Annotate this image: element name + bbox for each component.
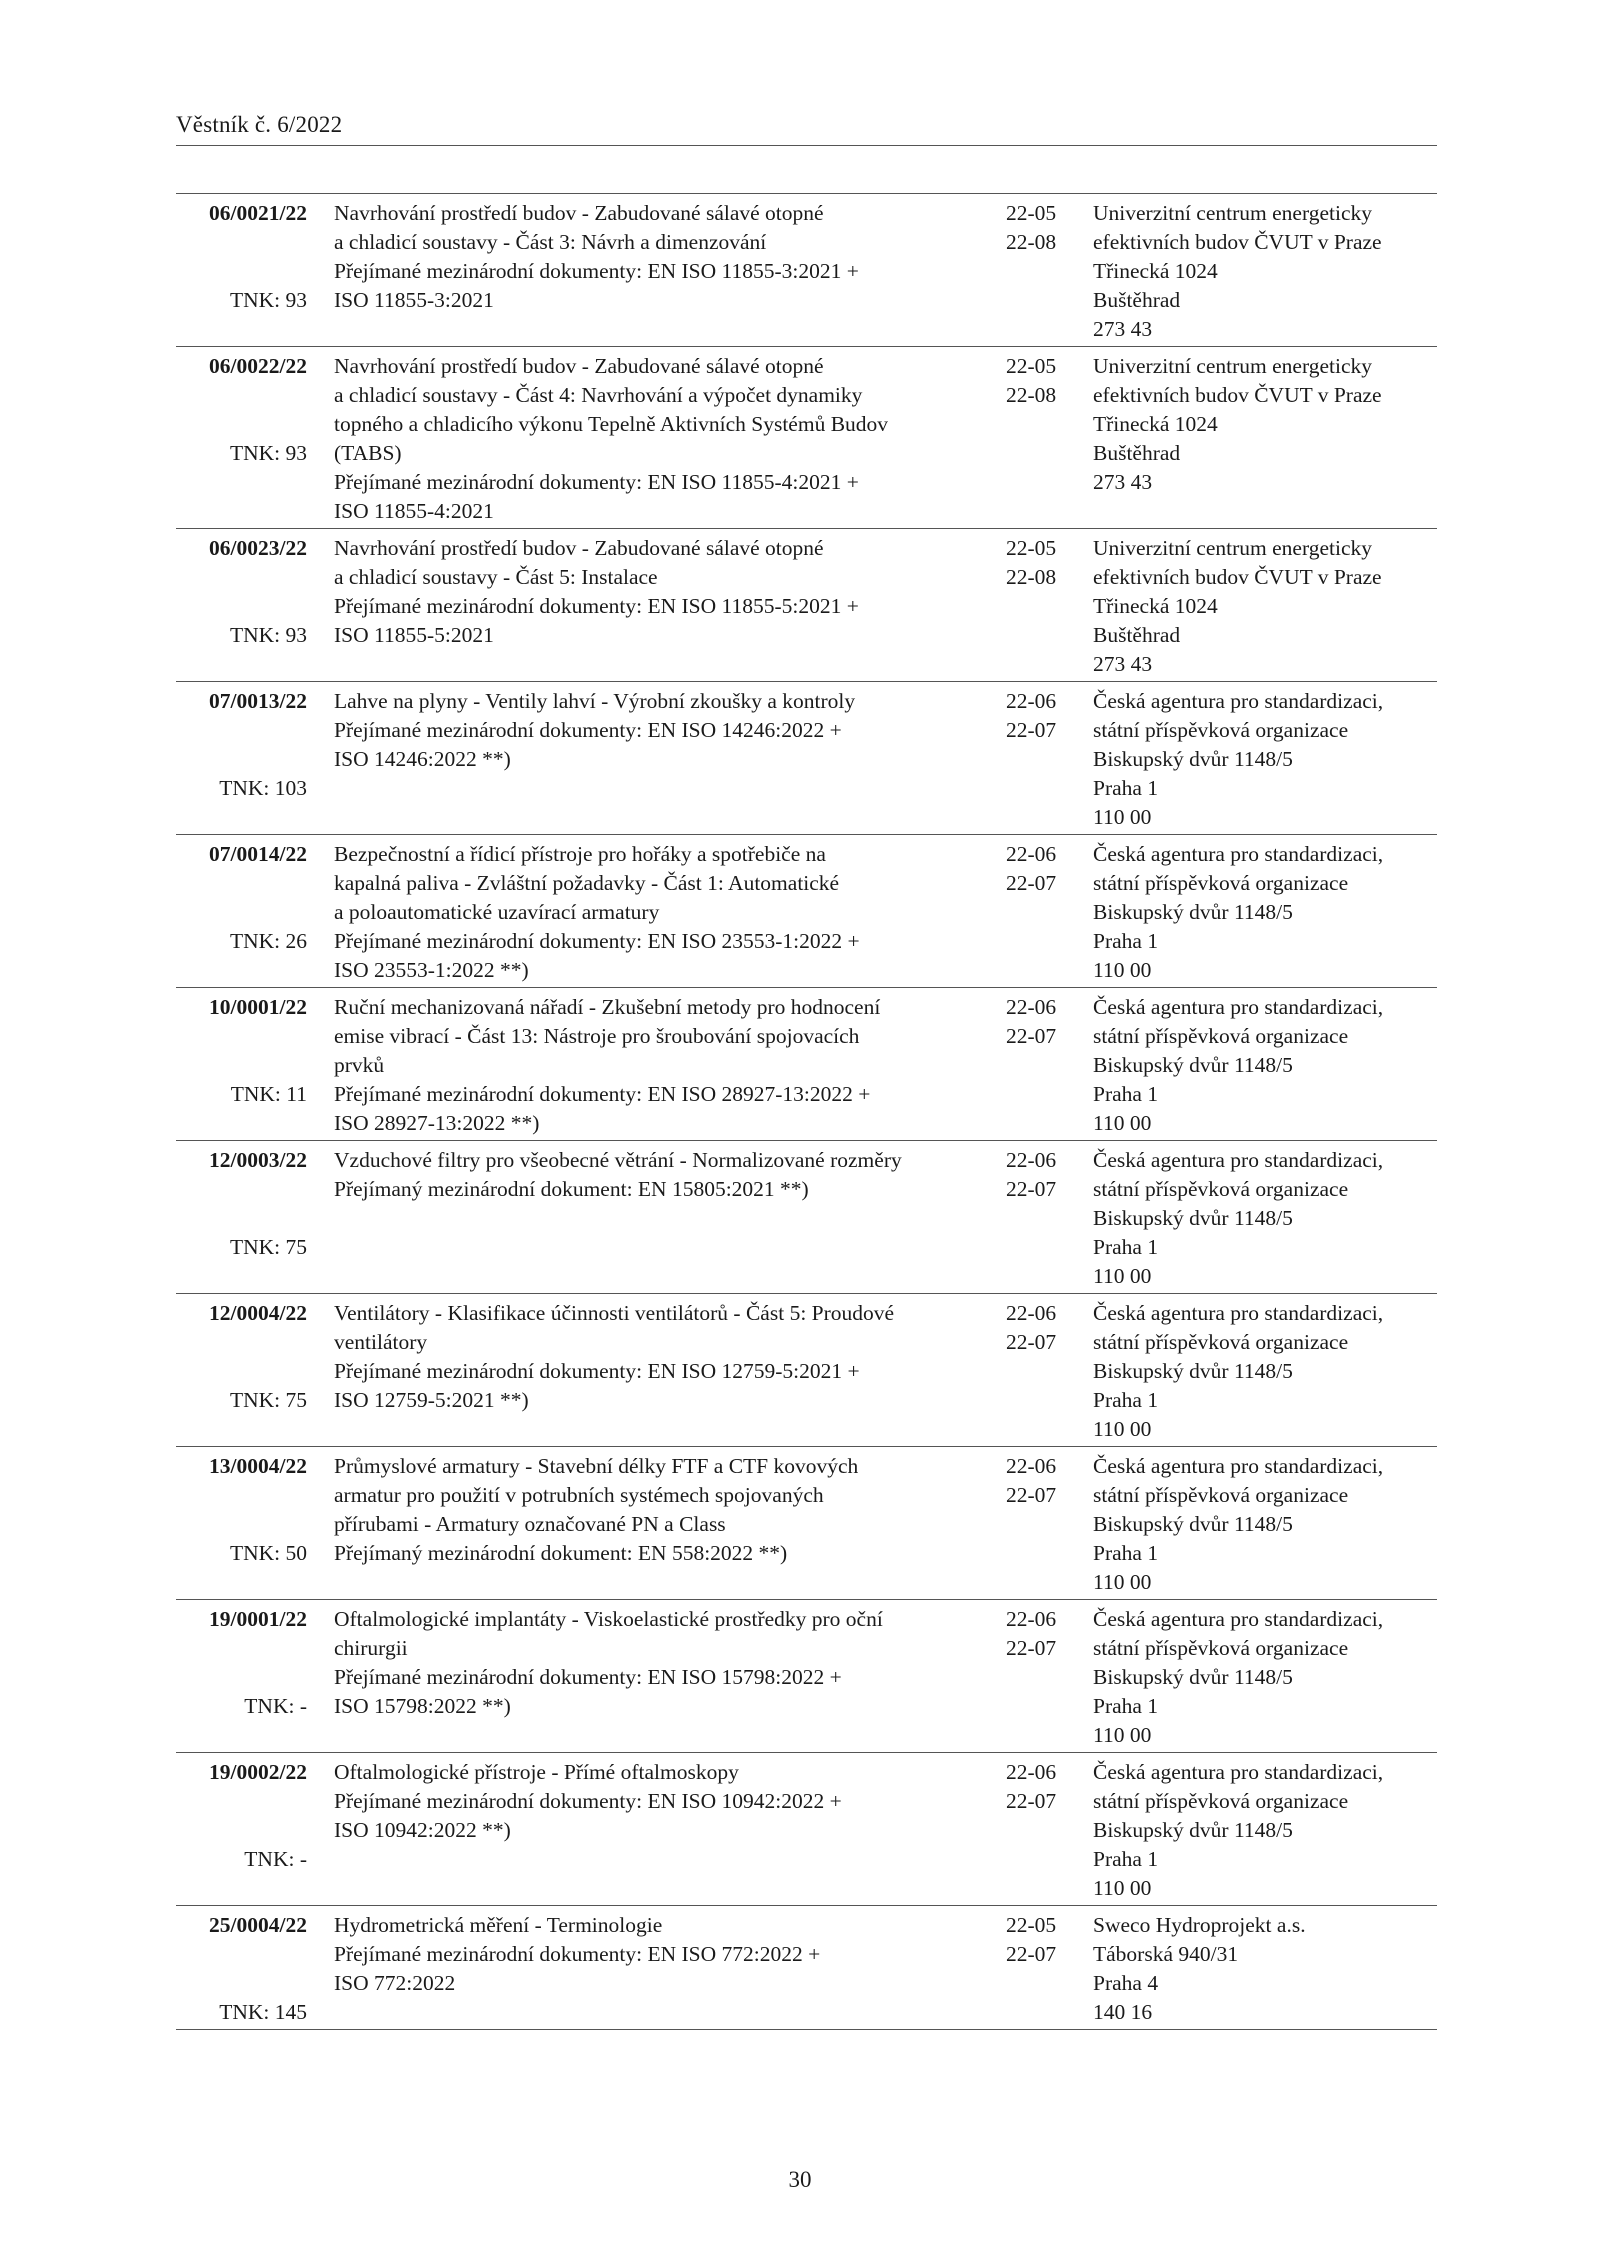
record-title-line: ventilátory (334, 1330, 428, 1354)
record-address-line: Česká agentura pro standardizaci, (1093, 1301, 1384, 1325)
record-title-line: ISO 12759-5:2021 **) (334, 1388, 529, 1412)
record-date: 22-06 (1006, 1148, 1057, 1172)
record-tnk: TNK: 75 (229, 1388, 307, 1412)
record-row (176, 1753, 1437, 1906)
record-tnk: TNK: 93 (229, 441, 307, 465)
record-address-line: 273 43 (1093, 317, 1153, 341)
record-code: 12/0003/22 (209, 1148, 307, 1172)
record-title-line: Přejímané mezinárodní dokumenty: EN ISO 772:2022 + (334, 1942, 821, 1966)
record-address (1093, 1452, 1437, 1597)
record-date: 22-07 (1006, 1024, 1057, 1048)
record-tnk: TNK: 26 (229, 929, 307, 953)
record-address-line: Biskupský dvůr 1148/5 (1093, 1053, 1293, 1077)
record-address-line: Praha 1 (1093, 1388, 1159, 1412)
record-code-column (176, 534, 307, 679)
record-address-line: Buštěhrad (1093, 623, 1181, 647)
record-title-line: Ventilátory - Klasifikace účinnosti ventilátorů - Část 5: Proudové (334, 1301, 895, 1325)
record-code: 19/0001/22 (209, 1607, 307, 1631)
record-dates (1006, 352, 1066, 526)
record-code-column (176, 1605, 307, 1750)
record-code: 07/0014/22 (209, 842, 307, 866)
record-title-line: Ruční mechanizovaná nářadí - Zkušební metody pro hodnocení (334, 995, 881, 1019)
record-address-line: Česká agentura pro standardizaci, (1093, 1148, 1384, 1172)
record-address-line: Praha 1 (1093, 776, 1159, 800)
record-title-line: Přejímané mezinárodní dokumenty: EN ISO 10942:2022 + (334, 1789, 842, 1813)
record-title-line: ISO 11855-3:2021 (334, 288, 494, 312)
record-code: 25/0004/22 (209, 1913, 307, 1937)
record-address-line: Třinecká 1024 (1093, 259, 1218, 283)
record-address (1093, 993, 1437, 1138)
record-address-line: Univerzitní centrum energeticky (1093, 201, 1372, 225)
record-address-line: Táborská 940/31 (1093, 1942, 1239, 1966)
record-date: 22-07 (1006, 1942, 1057, 1966)
record-address-line: Biskupský dvůr 1148/5 (1093, 1359, 1293, 1383)
record-tnk: TNK: 93 (229, 288, 307, 312)
record-address-line: 140 16 (1093, 2000, 1153, 2024)
record-tnk: TNK: - (244, 1847, 307, 1871)
record-tnk: TNK: 75 (229, 1235, 307, 1259)
record-address (1093, 687, 1437, 832)
record-address (1093, 352, 1437, 526)
record-address-line: Praha 1 (1093, 1541, 1159, 1565)
record-dates (1006, 1911, 1066, 2027)
record-date: 22-05 (1006, 354, 1057, 378)
record-row (176, 1141, 1437, 1294)
record-tnk: TNK: 93 (229, 623, 307, 647)
record-date: 22-05 (1006, 536, 1057, 560)
record-title-line: Oftalmologické implantáty - Viskoelastické prostředky pro oční (334, 1607, 883, 1631)
record-address-line: 110 00 (1093, 958, 1152, 982)
record-address (1093, 840, 1437, 985)
record-code-column (176, 352, 307, 526)
record-address-line: Biskupský dvůr 1148/5 (1093, 1818, 1293, 1842)
header-rule (176, 145, 1437, 146)
record-date: 22-07 (1006, 1330, 1057, 1354)
record-row (176, 347, 1437, 529)
record-address-line: státní příspěvková organizace (1093, 718, 1349, 742)
record-title (334, 1911, 974, 2027)
record-code-column (176, 840, 307, 985)
record-address-line: Česká agentura pro standardizaci, (1093, 1454, 1384, 1478)
record-row (176, 682, 1437, 835)
record-date: 22-07 (1006, 718, 1057, 742)
record-title-line: (TABS) (334, 441, 402, 465)
record-date: 22-06 (1006, 1760, 1057, 1784)
record-title-line: chirurgii (334, 1636, 408, 1660)
record-address-line: Praha 4 (1093, 1971, 1159, 1995)
record-address-line: Česká agentura pro standardizaci, (1093, 1607, 1384, 1631)
record-address-line: Česká agentura pro standardizaci, (1093, 689, 1384, 713)
record-title-line: ISO 11855-4:2021 (334, 499, 494, 523)
record-address-line: státní příspěvková organizace (1093, 1636, 1349, 1660)
record-row (176, 1906, 1437, 2030)
record-date: 22-06 (1006, 842, 1057, 866)
record-tnk: TNK: 145 (219, 2000, 307, 2024)
record-code: 07/0013/22 (209, 689, 307, 713)
record-title-line: Přejímané mezinárodní dokumenty: EN ISO 11855-4:2021 + (334, 470, 859, 494)
record-code: 06/0022/22 (209, 354, 307, 378)
record-title-line: Vzduchové filtry pro všeobecné větrání - Normalizované rozměry (334, 1148, 902, 1172)
record-title-line: Přejímané mezinárodní dokumenty: EN ISO 15798:2022 + (334, 1665, 842, 1689)
record-address-line: 273 43 (1093, 470, 1153, 494)
record-date: 22-08 (1006, 230, 1057, 254)
record-code-column (176, 1146, 307, 1291)
record-title-line: Hydrometrická měření - Terminologie (334, 1913, 663, 1937)
record-dates (1006, 1299, 1066, 1444)
record-address-line: 110 00 (1093, 1111, 1152, 1135)
record-date: 22-08 (1006, 383, 1057, 407)
record-address-line: Sweco Hydroprojekt a.s. (1093, 1913, 1306, 1937)
page-number: 30 (788, 2167, 812, 2192)
record-date: 22-07 (1006, 871, 1057, 895)
record-title-line: Přejímaný mezinárodní dokument: EN 15805:2021 **) (334, 1177, 809, 1201)
record-tnk: TNK: - (244, 1694, 307, 1718)
record-dates (1006, 1605, 1066, 1750)
record-code: 12/0004/22 (209, 1301, 307, 1325)
record-date: 22-07 (1006, 1177, 1057, 1201)
record-row (176, 1600, 1437, 1753)
record-address-line: Biskupský dvůr 1148/5 (1093, 1206, 1293, 1230)
record-title-line: prvků (334, 1053, 385, 1077)
record-title-line: Přejímané mezinárodní dokumenty: EN ISO 28927-13:2022 + (334, 1082, 871, 1106)
record-title-line: a chladicí soustavy - Část 3: Návrh a dimenzování (334, 230, 767, 254)
record-address-line: Praha 1 (1093, 1235, 1159, 1259)
record-address-line: 110 00 (1093, 1417, 1152, 1441)
record-title-line: Přejímané mezinárodní dokumenty: EN ISO 23553-1:2022 + (334, 929, 860, 953)
record-address-line: efektivních budov ČVUT v Praze (1093, 383, 1382, 407)
record-dates (1006, 534, 1066, 679)
record-address-line: Třinecká 1024 (1093, 594, 1218, 618)
record-title-line: ISO 772:2022 (334, 1971, 456, 1995)
record-address (1093, 1758, 1437, 1903)
record-title-line: kapalná paliva - Zvláštní požadavky - Část 1: Automatické (334, 871, 840, 895)
record-address-line: Biskupský dvůr 1148/5 (1093, 1512, 1293, 1536)
record-address-line: 273 43 (1093, 652, 1153, 676)
record-title-line: ISO 15798:2022 **) (334, 1694, 511, 1718)
record-title-line: armatur pro použití v potrubních systémech spojovaných (334, 1483, 824, 1507)
record-title (334, 1605, 974, 1750)
record-address (1093, 1299, 1437, 1444)
record-tnk: TNK: 103 (219, 776, 307, 800)
record-title-line: ISO 23553-1:2022 **) (334, 958, 529, 982)
record-title-line: ISO 11855-5:2021 (334, 623, 494, 647)
record-address-line: 110 00 (1093, 805, 1152, 829)
record-title (334, 1452, 974, 1597)
record-title (334, 1146, 974, 1291)
record-address-line: státní příspěvková organizace (1093, 1177, 1349, 1201)
record-row (176, 529, 1437, 682)
record-date: 22-07 (1006, 1483, 1057, 1507)
record-code-column (176, 1758, 307, 1903)
record-address-line: Biskupský dvůr 1148/5 (1093, 1665, 1293, 1689)
record-title-line: Průmyslové armatury - Stavební délky FTF a CTF kovových (334, 1454, 859, 1478)
record-date: 22-05 (1006, 1913, 1057, 1937)
record-title-line: a chladicí soustavy - Část 5: Instalace (334, 565, 658, 589)
record-title (334, 1299, 974, 1444)
record-code-column (176, 1911, 307, 2027)
record-title-line: Přejímaný mezinárodní dokument: EN 558:2022 **) (334, 1541, 788, 1565)
record-address-line: efektivních budov ČVUT v Praze (1093, 565, 1382, 589)
records-table (176, 193, 1437, 2030)
record-title-line: Přejímané mezinárodní dokumenty: EN ISO 11855-3:2021 + (334, 259, 859, 283)
record-code-column (176, 1299, 307, 1444)
record-address-line: 110 00 (1093, 1876, 1152, 1900)
record-address-line: 110 00 (1093, 1570, 1152, 1594)
record-address-line: 110 00 (1093, 1264, 1152, 1288)
record-row (176, 194, 1437, 347)
record-address-line: Biskupský dvůr 1148/5 (1093, 900, 1293, 924)
record-title (334, 840, 974, 985)
record-date: 22-06 (1006, 1607, 1057, 1631)
record-dates (1006, 1452, 1066, 1597)
record-address-line: státní příspěvková organizace (1093, 1483, 1349, 1507)
record-title-line: Přejímané mezinárodní dokumenty: EN ISO 11855-5:2021 + (334, 594, 859, 618)
record-address-line: Česká agentura pro standardizaci, (1093, 995, 1384, 1019)
record-code-column (176, 1452, 307, 1597)
record-title-line: a poloautomatické uzavírací armatury (334, 900, 660, 924)
record-title-line: přírubami - Armatury označované PN a Class (334, 1512, 726, 1536)
record-address-line: Praha 1 (1093, 1847, 1159, 1871)
record-date: 22-07 (1006, 1636, 1057, 1660)
record-address (1093, 199, 1437, 344)
record-address (1093, 1911, 1437, 2027)
record-dates (1006, 840, 1066, 985)
record-title-line: Přejímané mezinárodní dokumenty: EN ISO 12759-5:2021 + (334, 1359, 860, 1383)
record-date: 22-05 (1006, 201, 1057, 225)
record-title (334, 993, 974, 1138)
record-address-line: Praha 1 (1093, 1082, 1159, 1106)
record-address-line: Praha 1 (1093, 1694, 1159, 1718)
record-title-line: Bezpečnostní a řídicí přístroje pro hořáky a spotřebiče na (334, 842, 826, 866)
record-tnk: TNK: 11 (230, 1082, 307, 1106)
record-address-line: Třinecká 1024 (1093, 412, 1218, 436)
record-title-line: a chladicí soustavy - Část 4: Navrhování a výpočet dynamiky (334, 383, 863, 407)
record-code: 10/0001/22 (209, 995, 307, 1019)
record-dates (1006, 199, 1066, 344)
record-date: 22-06 (1006, 995, 1057, 1019)
record-address-line: Biskupský dvůr 1148/5 (1093, 747, 1293, 771)
record-title-line: ISO 10942:2022 **) (334, 1818, 511, 1842)
record-title-line: topného a chladicího výkonu Tepelně Aktivních Systémů Budov (334, 412, 889, 436)
record-address-line: Česká agentura pro standardizaci, (1093, 1760, 1384, 1784)
record-dates (1006, 687, 1066, 832)
record-date: 22-07 (1006, 1789, 1057, 1813)
record-title (334, 352, 974, 526)
record-address-line: Buštěhrad (1093, 441, 1181, 465)
bulletin-title: Věstník č. 6/2022 (176, 112, 343, 137)
record-row (176, 1294, 1437, 1447)
record-date: 22-06 (1006, 689, 1057, 713)
record-title (334, 1758, 974, 1903)
record-address-line: státní příspěvková organizace (1093, 1330, 1349, 1354)
record-address-line: Praha 1 (1093, 929, 1159, 953)
record-address-line: Univerzitní centrum energeticky (1093, 536, 1372, 560)
record-date: 22-06 (1006, 1301, 1057, 1325)
record-dates (1006, 993, 1066, 1138)
record-address-line: státní příspěvková organizace (1093, 1024, 1349, 1048)
record-title (334, 687, 974, 832)
record-code: 19/0002/22 (209, 1760, 307, 1784)
record-title-line: Navrhování prostředí budov - Zabudované sálavé otopné (334, 354, 824, 378)
record-code-column (176, 199, 307, 344)
record-address-line: Česká agentura pro standardizaci, (1093, 842, 1384, 866)
record-title-line: Navrhování prostředí budov - Zabudované sálavé otopné (334, 536, 824, 560)
record-title-line: ISO 28927-13:2022 **) (334, 1111, 540, 1135)
record-code: 13/0004/22 (209, 1454, 307, 1478)
record-address (1093, 1146, 1437, 1291)
record-tnk: TNK: 50 (229, 1541, 307, 1565)
record-dates (1006, 1146, 1066, 1291)
record-address (1093, 534, 1437, 679)
record-code: 06/0021/22 (209, 201, 307, 225)
record-title-line: Oftalmologické přístroje - Přímé oftalmoskopy (334, 1760, 739, 1784)
record-code: 06/0023/22 (209, 536, 307, 560)
record-date: 22-06 (1006, 1454, 1057, 1478)
record-address-line: státní příspěvková organizace (1093, 871, 1349, 895)
record-address-line: Univerzitní centrum energeticky (1093, 354, 1372, 378)
record-address-line: 110 00 (1093, 1723, 1152, 1747)
record-row (176, 1447, 1437, 1600)
record-title (334, 534, 974, 679)
record-title-line: emise vibrací - Část 13: Nástroje pro šroubování spojovacích (334, 1024, 860, 1048)
record-row (176, 835, 1437, 988)
record-address-line: Buštěhrad (1093, 288, 1181, 312)
record-title-line: Přejímané mezinárodní dokumenty: EN ISO 14246:2022 + (334, 718, 842, 742)
record-title-line: Navrhování prostředí budov - Zabudované sálavé otopné (334, 201, 824, 225)
record-address-line: státní příspěvková organizace (1093, 1789, 1349, 1813)
record-dates (1006, 1758, 1066, 1903)
record-title (334, 199, 974, 344)
record-date: 22-08 (1006, 565, 1057, 589)
record-code-column (176, 993, 307, 1138)
record-title-line: ISO 14246:2022 **) (334, 747, 511, 771)
record-address-line: efektivních budov ČVUT v Praze (1093, 230, 1382, 254)
record-code-column (176, 687, 307, 832)
record-address (1093, 1605, 1437, 1750)
record-row (176, 988, 1437, 1141)
record-title-line: Lahve na plyny - Ventily lahví - Výrobní zkoušky a kontroly (334, 689, 856, 713)
